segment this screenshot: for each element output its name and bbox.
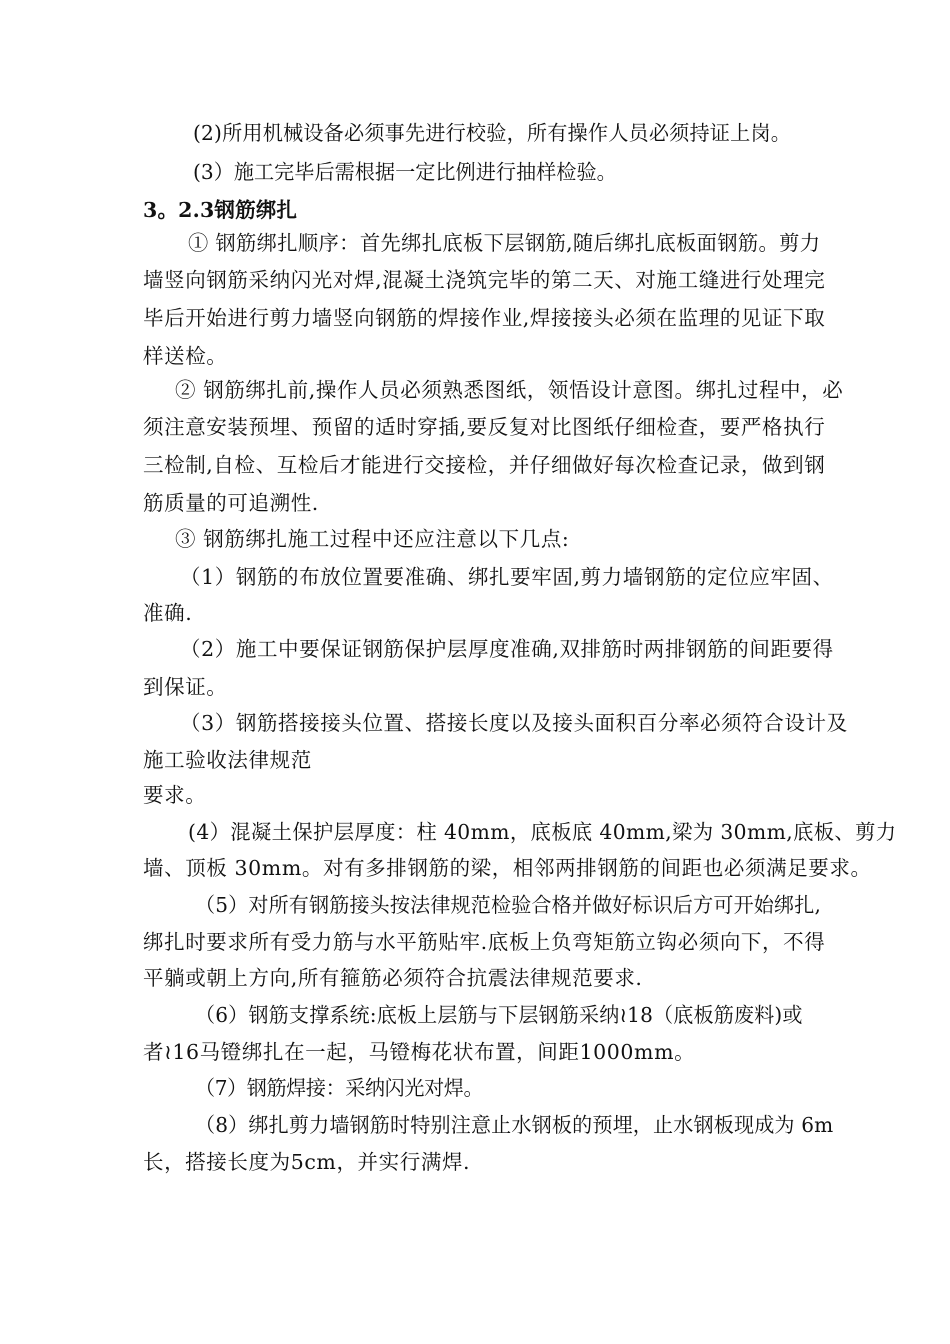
paragraph-line: 长，搭接长度为5cm，并实行满焊.: [143, 1150, 471, 1174]
paragraph-line: (2)所用机械设备必须事先进行校验，所有操作人员必须持证上岗。: [193, 121, 792, 145]
paragraph-line: （8）绑扎剪力墙钢筋时特别注意止水钢板的预埋，止水钢板现成为 6m: [195, 1113, 834, 1137]
paragraph-line: 平躺或朝上方向,所有箍筋必须符合抗震法律规范要求.: [143, 966, 643, 990]
paragraph-line: （1）钢筋的布放位置要准确、绑扎要牢固,剪力墙钢筋的定位应牢固、: [180, 565, 834, 589]
paragraph-line: （3）钢筋搭接接头位置、搭接长度以及接头面积百分率必须符合设计及: [180, 711, 848, 735]
paragraph-line: 施工验收法律规范: [143, 748, 312, 772]
paragraph-line: (4）混凝土保护层厚度：柱 40mm，底板底 40mm,梁为 30mm,底板、剪力: [188, 820, 897, 844]
paragraph-line: 筋质量的可追溯性.: [143, 491, 319, 515]
paragraph-line: 毕后开始进行剪力墙竖向钢筋的焊接作业,焊接接头必须在监理的见证下取: [143, 306, 826, 330]
section-heading: 3。2.3钢筋绑扎: [143, 198, 298, 222]
paragraph-line: （2）施工中要保证钢筋保护层厚度准确,双排筋时两排钢筋的间距要得: [180, 637, 834, 661]
paragraph-line: 要求。: [143, 783, 207, 807]
paragraph-line: 绑扎时要求所有受力筋与水平筋贴牢.底板上负弯矩筋立钩必须向下，不得: [143, 930, 826, 954]
paragraph-line: ③ 钢筋绑扎施工过程中还应注意以下几点:: [175, 527, 570, 551]
paragraph-line: 三检制,自检、互检后才能进行交接检，并仔细做好每次检查记录，做到钢: [143, 453, 826, 477]
paragraph-line: （5）对所有钢筋接头按法律规范检验合格并做好标识后方可开始绑扎,: [195, 893, 821, 917]
paragraph-line: 墙竖向钢筋采纳闪光对焊,混凝土浇筑完毕的第二天、对施工缝进行处理完: [143, 268, 826, 292]
paragraph-line: (3）施工完毕后需根据一定比例进行抽样检验。: [193, 160, 617, 184]
paragraph-line: ② 钢筋绑扎前,操作人员必须熟悉图纸，领悟设计意图。绑扎过程中，必: [175, 378, 844, 402]
paragraph-line: （6）钢筋支撑系统:底板上层筋与下层钢筋采纳≀18（底板筋废料)或: [195, 1003, 803, 1027]
paragraph-line: ① 钢筋绑扎顺序：首先绑扎底板下层钢筋,随后绑扎底板面钢筋。剪力: [188, 231, 821, 255]
paragraph-line: 墙、顶板 30mm。对有多排钢筋的梁，相邻两排钢筋的间距也必须满足要求。: [143, 856, 872, 880]
paragraph-line: 者≀16马镫绑扎在一起，马镫梅花状布置，间距1000mm。: [143, 1040, 696, 1064]
paragraph-line: 到保证。: [143, 675, 228, 699]
paragraph-line: （7）钢筋焊接：采纳闪光对焊。: [195, 1076, 484, 1100]
paragraph-line: 准确.: [143, 601, 193, 625]
paragraph-line: 须注意安装预埋、预留的适时穿插,要反复对比图纸仔细检查，要严格执行: [143, 415, 826, 439]
paragraph-line: 样送检。: [143, 344, 228, 368]
